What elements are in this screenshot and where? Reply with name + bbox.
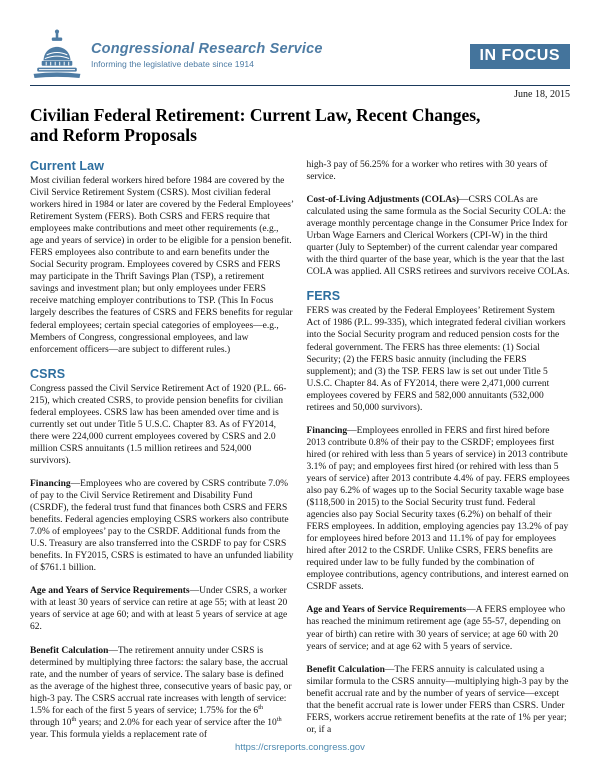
paragraph: high-3 pay of 56.25% for a worker who retires with 30 years of service. xyxy=(306,159,548,182)
logo-text xyxy=(91,41,323,69)
paragraph: Cost-of-Living Adjustments (COLAs)—CSRS COLAs are calculated using the same formula as the Social Security COLA: the average monthly percentage change in the Consumer Price Index for Urban Wage Earners and Clerical Workers (CPI-W) in the third quarter (July to September) of the current calendar year compared with the third quarter of the base year, which is the year that the last COLA was applied. All CSRS retirees and survivors receive COLAs. xyxy=(306,195,570,278)
paragraph: Benefit Calculation—The retirement annuity under CSRS is determined by multiplying three factors: the salary base, the accrual rate, and the number of years of service. The salary base is defined as the average of the highest three, consecutive years of basic pay, or high-3 pay. The CSRS accrual rate increases with length of service: 1.5% for each of the first 5 years of service; 1.75% for the 6th through 10th years; and 2.0% for each year of service after the 10th year. This formula yields a replacement rate of xyxy=(30,645,292,740)
content-columns xyxy=(30,159,570,752)
header xyxy=(30,28,570,82)
report-date: June 18, 2015 xyxy=(514,89,570,100)
paragraph: Most civilian federal workers hired before 1984 are covered by the Civil Service Retirement System (CSRS). Most civilian federal workers hired in 1984 or later are covered by the Federal Employees’ Retirement System (FERS). Both CSRS and FERS require that employees make contributions and meet other requirements (e.g., age and years of service) in order to be eligible for a pension benefit. FERS employees also contribute to and earn benefits under the Social Security program. Employees covered by CSRS and FERS may participate in the Thrift Savings Plan (TSP), a retirement savings and investment plan; but only employees under FERS receive matching employer contributions to TSP. (This In Focus largely describes the features of CSRS and FERS benefits for regular federal employees; certain special categories of employees—e.g., Members of Congress, congressional employees, and law enforcement officers—are subject to different rules.) xyxy=(30,175,294,355)
document-section xyxy=(307,159,571,278)
crs-logo xyxy=(30,28,323,82)
page-title-line-2: and Reform Proposals xyxy=(30,125,197,146)
footer-url[interactable]: https://crsreports.congress.gov xyxy=(235,742,365,753)
document-section xyxy=(30,159,294,356)
page-title xyxy=(30,105,570,146)
left-column xyxy=(30,159,294,752)
in-focus-badge: IN FOCUS xyxy=(470,44,570,69)
paragraph: FERS was created by the Federal Employees’ Retirement System Act of 1986 (P.L. 99-335), which integrated federal civilian workers into the Social Security program and reduced pension costs for the federal government. The FERS has three elements: (1) Social Security; (2) the FERS basic annuity (including the FERS supplement); and (3) the TSP. FERS law is set out under Title 5 U.S.C. Chapter 84. As of FY2014, there were 2,471,000 current employees covered by FERS and 582,000 annuitants (532,000 retirees and 50,000 survivors). xyxy=(306,306,566,413)
section-heading: CSRS xyxy=(30,366,66,381)
paragraph: Financing—Employees who are covered by CSRS contribute 7.0% of pay to the Civil Service Retirement and Disability Fund (CSRDF), the federal trust fund that finances both CSRS and FERS benefits. Federal agencies employing CSRS workers also contribute 7.0% of employees’ pay to the CSRDF. Additional funds from the U.S. Treasury are also transferred into the CSRDF to pay for CSRS benefits. In FY2015, CSRS is estimated to have an unfunded liability of $761.1 billion. xyxy=(30,478,294,574)
org-tagline: Informing the legislative debate since 1914 xyxy=(91,59,254,69)
header-rule xyxy=(30,85,570,86)
paragraph: Benefit Calculation—The FERS annuity is calculated using a similar formula to the CSRS annuity—multiplying high-3 pay by the benefit accrual rate and by the number of years of service—except that the benefit accrual rate is lower under FERS than CSRS. Under FERS, workers accrue retirement benefits at the rate of 1% per year; or, if a xyxy=(306,664,569,735)
footer xyxy=(0,737,600,755)
paragraph: Congress passed the Civil Service Retirement Act of 1920 (P.L. 66-215), which created CSRS, to provide pension benefits for civilian federal employees. CSRS law has been amended over time and is currently set out under Title 5 U.S.C. Chapter 83. As of FY2014, there were 224,000 current employees covered by CSRS and 2.0 million CSRS annuitants (1.5 million retirees and 524,000 survivors). xyxy=(30,383,287,466)
org-name: Congressional Research Service xyxy=(91,41,323,57)
section-heading: Current Law xyxy=(30,158,105,173)
capitol-dome-icon xyxy=(30,28,84,82)
right-column xyxy=(307,159,571,752)
paragraph: Age and Years of Service Requirements—Under CSRS, a worker with at least 30 years of service can retire at age 55; with at least 20 years of service at age 60; and with at least 5 years of service at age 62. xyxy=(30,586,288,633)
document-section xyxy=(30,367,294,741)
paragraph: Financing—Employees enrolled in FERS and first hired before 2013 contribute 0.8% of their pay to the CSRDF; employees first hired (or rehired with less than 5 years of service) in 2013 contribute 3.1% of pay; and employees first hired (or rehired with less than 5 years of service) after 2013 contribute 4.4% of pay. FERS employees also pay 6.2% of wages up to the Social Security taxable wage base ($118,500 in 2015) to the Social Security trust fund. Federal agencies also pay Social Security taxes (6.2%) on behalf of their FERS employees. In addition, employing agencies pay 13.2% of pay for employees hired before 2013 and 11.1% of pay for employees hired after 2012 to the CSRDF. Unlike CSRS, FERS benefits are required under law to be fully funded by the combination of employee contributions, agency contributions, and interest earned on CSRDF assets. xyxy=(306,425,570,593)
document-section xyxy=(307,289,571,736)
page-title-line-1: Civilian Federal Retirement: Current Law, Recent Changes, xyxy=(30,105,481,125)
paragraph: Age and Years of Service Requirements—A FERS employee who has reached the minimum retirement age (age 55-57, depending on year of birth) can retire with 30 years of service; at age 60 with 20 years of service; and at age 62 with 5 years of service. xyxy=(306,605,566,652)
section-heading: FERS xyxy=(306,289,341,304)
